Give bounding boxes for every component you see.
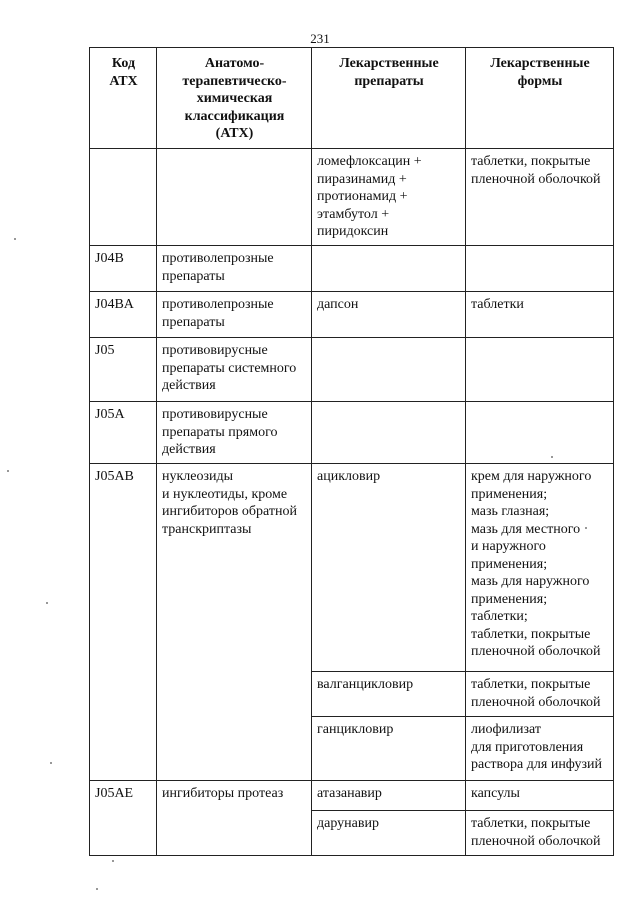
cell-form (466, 402, 614, 464)
cell-form: таблетки, покрытые пленочной оболочкой (466, 149, 614, 246)
cell-classification: нуклеозиды и нуклеотиды, кроме ингибиторов обратной транскриптазы (157, 464, 312, 781)
cell-code: J05A (90, 402, 157, 464)
table-row (90, 781, 614, 811)
atx-classification-table (89, 47, 614, 856)
cell-drug (312, 338, 466, 402)
cell-form (466, 338, 614, 402)
cell-drug: ганцикловир (312, 717, 466, 781)
cell-classification (157, 149, 312, 246)
header-classification: Анатомо- терапевтическо- химическая классификация (АТХ) (157, 48, 312, 149)
cell-drug: валганцикловир (312, 672, 466, 717)
scan-speck (50, 762, 52, 764)
cell-classification: противовирусные препараты прямого действия (157, 402, 312, 464)
scan-speck (46, 602, 48, 604)
page-number: 231 (310, 31, 330, 46)
table-row (90, 338, 614, 402)
table-row (90, 246, 614, 292)
cell-code (90, 149, 157, 246)
scan-speck (14, 238, 16, 240)
cell-form: таблетки, покрытые пленочной оболочкой (466, 811, 614, 856)
cell-classification: противолепрозные препараты (157, 246, 312, 292)
cell-form: лиофилизат для приготовления раствора для инфузий (466, 717, 614, 781)
cell-code: J04BA (90, 292, 157, 338)
table-row (90, 402, 614, 464)
cell-code: J05AB (90, 464, 157, 781)
cell-drug (312, 402, 466, 464)
cell-form: капсулы (466, 781, 614, 811)
header-drugs: Лекарственные препараты (312, 48, 466, 149)
cell-drug: ломефлоксацин + пиразинамид + протионамид + этамбутол + пиридоксин (312, 149, 466, 246)
table-row (90, 464, 614, 672)
cell-drug: дарунавир (312, 811, 466, 856)
scan-speck (112, 860, 114, 862)
table-row (90, 149, 614, 246)
table-row (90, 292, 614, 338)
header-forms: Лекарственные формы (466, 48, 614, 149)
cell-drug: атазанавир (312, 781, 466, 811)
cell-form: таблетки, покрытые пленочной оболочкой (466, 672, 614, 717)
table-header-row (90, 48, 614, 149)
scan-speck (551, 456, 553, 458)
cell-drug: дапсон (312, 292, 466, 338)
cell-code: J05 (90, 338, 157, 402)
cell-drug: ацикловир (312, 464, 466, 672)
scan-speck (7, 470, 9, 472)
cell-classification: ингибиторы протеаз (157, 781, 312, 856)
header-code: Код АТХ (90, 48, 157, 149)
cell-form (466, 246, 614, 292)
cell-code: J04B (90, 246, 157, 292)
cell-form: таблетки (466, 292, 614, 338)
cell-drug (312, 246, 466, 292)
cell-classification: противовирусные препараты системного действия (157, 338, 312, 402)
scan-speck (585, 527, 587, 529)
cell-code: J05AE (90, 781, 157, 856)
cell-form: крем для наружного применения; мазь глазная; мазь для местного и наружного применения; мазь для наружного применения; таблетки; таблетки, покрытые пленочной оболочкой (466, 464, 614, 672)
scan-speck (96, 888, 98, 890)
cell-classification: противолепрозные препараты (157, 292, 312, 338)
